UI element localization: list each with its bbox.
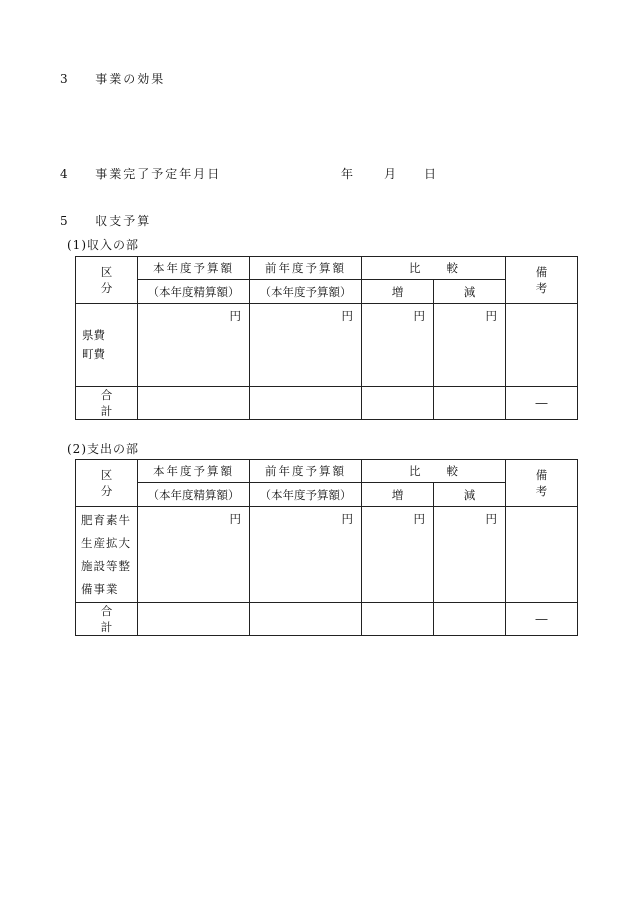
income-header-current-settled: （本年度精算額）	[138, 280, 250, 304]
income-header-current-budget: 本年度予算額	[138, 257, 250, 280]
section-3-number: 3	[60, 72, 70, 86]
section-5-number: 5	[60, 214, 70, 228]
expense-item-line-2: 生産拡大	[81, 535, 131, 550]
income-header-previous-paren: （本年度予算額）	[250, 280, 362, 304]
income-previous-amount: 円	[250, 304, 362, 387]
expense-items-cell	[76, 507, 138, 603]
income-item-prefecture: 県費	[82, 328, 105, 342]
section-5-heading	[60, 212, 151, 229]
income-header-decrease: 減	[434, 280, 506, 304]
income-total-increase	[362, 387, 434, 420]
income-increase-amount: 円	[362, 304, 434, 387]
section-3-heading	[60, 70, 165, 87]
income-current-amount: 円	[138, 304, 250, 387]
income-total-label: 合 計	[76, 387, 138, 420]
expense-total-previous	[250, 603, 362, 636]
income-item-town: 町費	[82, 347, 105, 361]
expense-header-previous-budget: 前年度予算額	[250, 460, 362, 483]
section-4-number: 4	[60, 167, 70, 181]
income-header-previous-budget: 前年度予算額	[250, 257, 362, 280]
expense-previous-amount: 円	[250, 507, 362, 603]
section-4-heading	[60, 165, 221, 182]
expense-header-remarks: 備 考	[506, 460, 578, 507]
expense-total-decrease	[434, 603, 506, 636]
income-total-current	[138, 387, 250, 420]
expense-decrease-amount: 円	[434, 507, 506, 603]
expense-item-line-1: 肥育素牛	[81, 512, 131, 527]
expense-header-current-settled: （本年度精算額）	[138, 483, 250, 507]
section-4-title: 事業完了予定年月日	[95, 167, 222, 181]
income-total-previous	[250, 387, 362, 420]
expense-increase-amount: 円	[362, 507, 434, 603]
income-header-remarks: 備 考	[506, 257, 578, 304]
expense-total-label: 合 計	[76, 603, 138, 636]
expense-table	[75, 459, 587, 636]
income-header-category: 区 分	[76, 257, 138, 304]
expense-total-increase	[362, 603, 434, 636]
income-remarks-cell	[506, 304, 578, 387]
expense-item-line-4: 備事業	[81, 581, 119, 596]
section-5-title: 収支予算	[95, 214, 152, 228]
income-decrease-amount: 円	[434, 304, 506, 387]
completion-year-label: 年	[341, 167, 356, 181]
expense-total-remarks: ―	[506, 603, 578, 636]
expense-total-current	[138, 603, 250, 636]
expense-remarks-cell	[506, 507, 578, 603]
expense-caption: (2)支出の部	[67, 442, 139, 456]
income-items-cell	[76, 304, 138, 387]
income-caption: (1)収入の部	[67, 238, 139, 252]
section-3-title: 事業の効果	[95, 72, 166, 86]
income-header-comparison: 比較	[362, 257, 506, 280]
income-table	[75, 256, 587, 420]
expense-header-category: 区 分	[76, 460, 138, 507]
income-total-remarks: ―	[506, 387, 578, 420]
expense-header-previous-paren: （本年度予算額）	[250, 483, 362, 507]
completion-month-label: 月	[384, 167, 399, 181]
completion-day-label: 日	[424, 167, 439, 181]
expense-header-decrease: 減	[434, 483, 506, 507]
expense-header-increase: 増	[362, 483, 434, 507]
expense-header-current-budget: 本年度予算額	[138, 460, 250, 483]
expense-item-line-3: 施設等整	[81, 558, 131, 573]
income-header-increase: 増	[362, 280, 434, 304]
income-total-decrease	[434, 387, 506, 420]
expense-header-comparison: 比較	[362, 460, 506, 483]
expense-current-amount: 円	[138, 507, 250, 603]
